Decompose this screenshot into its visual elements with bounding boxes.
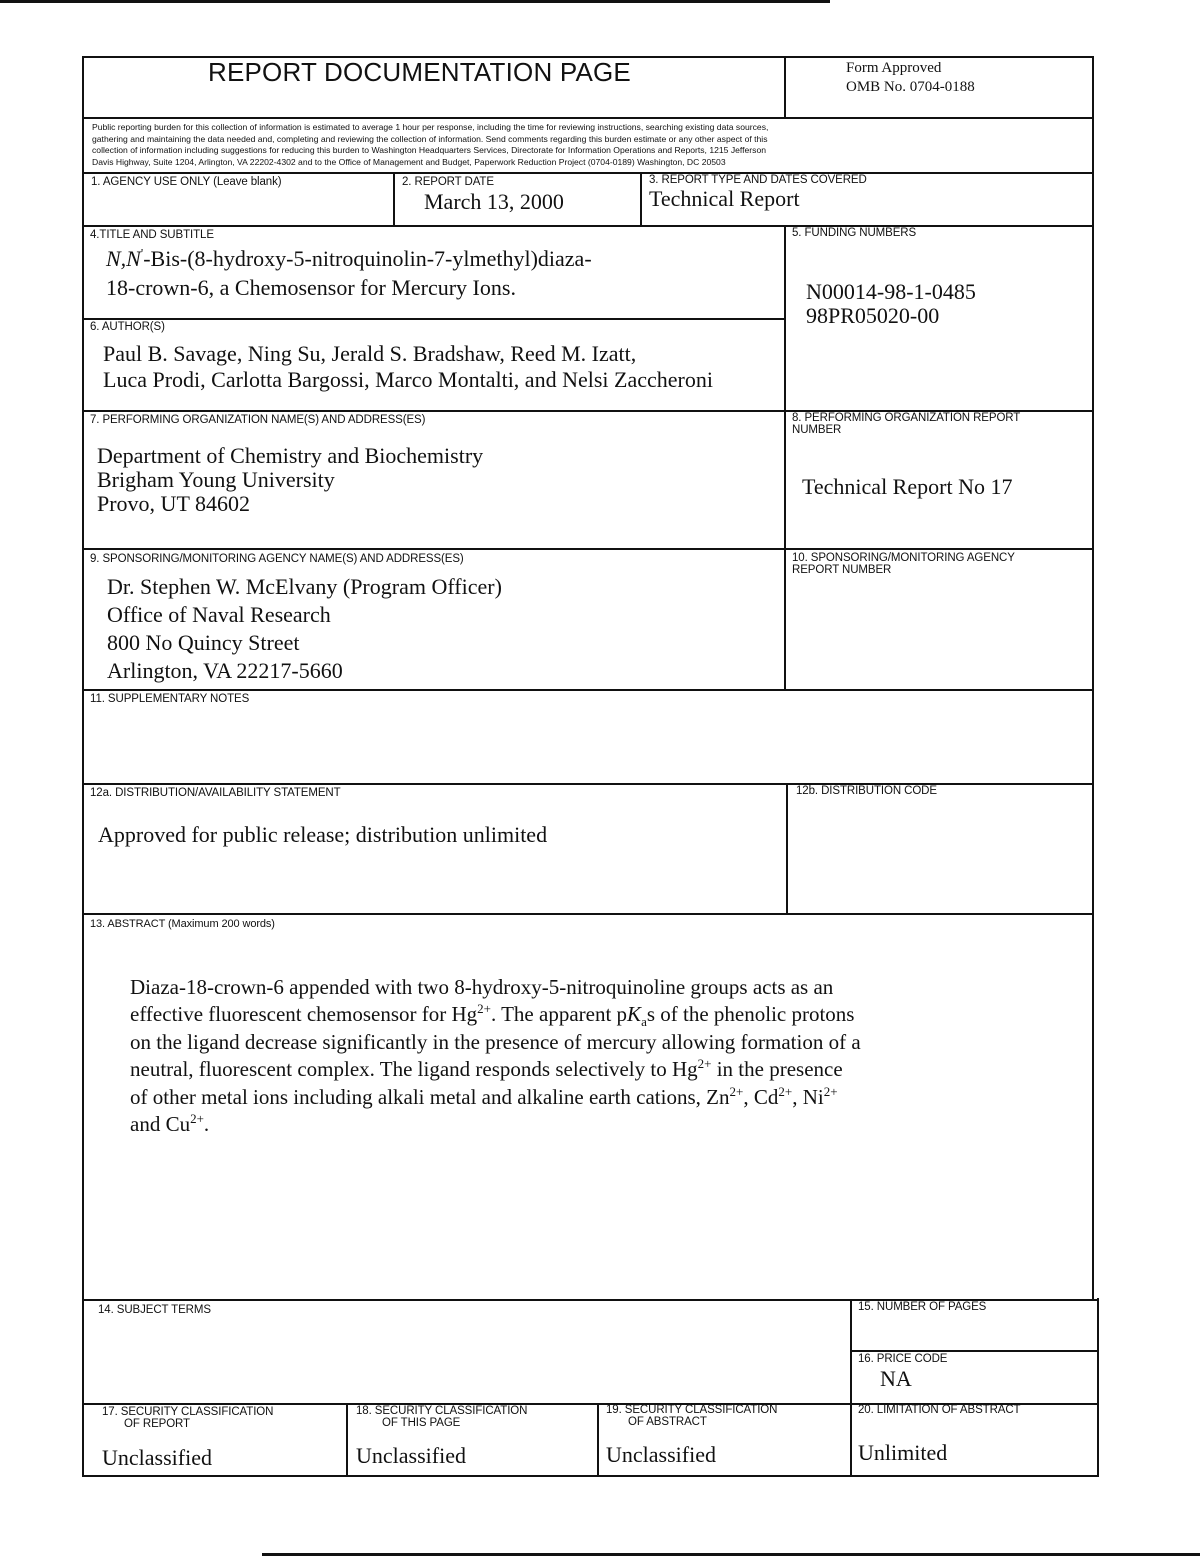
row17-div-b	[597, 1403, 599, 1476]
sponsoring-agency-label: 9. SPONSORING/MONITORING AGENCY NAME(S) AND ADDRESS(ES)	[90, 553, 464, 565]
report-type-label: 3. REPORT TYPE AND DATES COVERED	[649, 174, 867, 186]
row12-divider	[786, 783, 788, 913]
agency-use-label: 1. AGENCY USE ONLY (Leave blank)	[91, 176, 282, 188]
performing-org-label: 7. PERFORMING ORGANIZATION NAME(S) AND ADDRESS(ES)	[90, 414, 426, 426]
top-scan-edge	[0, 0, 830, 3]
abstract-line-3: on the ligand decrease significantly in the presence of mercury allowing formation of a	[130, 1029, 861, 1054]
performing-org-line-1: Department of Chemistry and Biochemistry	[97, 443, 484, 468]
main-col-divider	[784, 225, 786, 690]
abstract-label: 13. ABSTRACT (Maximum 200 words)	[90, 918, 275, 930]
price-code-value: NA	[880, 1366, 912, 1391]
sponsoring-report-label-2: REPORT NUMBER	[792, 564, 892, 576]
frame-right-lower	[1097, 1298, 1099, 1476]
security-abstract-label-2: OF ABSTRACT	[628, 1416, 707, 1428]
burden-bottom	[82, 172, 1093, 174]
sponsor-line-1: Dr. Stephen W. McElvany (Program Officer)	[107, 574, 502, 599]
limitation-label: 20. LIMITATION OF ABSTRACT	[858, 1404, 1021, 1416]
form-approved-label: Form Approved	[846, 60, 942, 76]
row11-bottom	[82, 783, 1093, 785]
number-of-pages-label: 15. NUMBER OF PAGES	[858, 1301, 987, 1313]
distribution-code-label: 12b. DISTRIBUTION CODE	[796, 785, 937, 797]
burden-statement	[92, 122, 1088, 168]
funding-number-2: 98PR05020-00	[806, 303, 940, 328]
abstract-line-2: effective fluorescent chemosensor for $Hg^{2+}$. The apparent $pK_as$ of the phenolic protons	[130, 1001, 855, 1030]
distribution-statement-value: Approved for public release; distribution unlimited	[98, 822, 548, 847]
supplementary-notes-label: 11. SUPPLEMENTARY NOTES	[90, 693, 250, 705]
performing-report-label-2: NUMBER	[792, 424, 842, 436]
title-bottom	[82, 318, 784, 320]
security-page-label-2: OF THIS PAGE	[382, 1417, 461, 1429]
limitation-value: Unlimited	[858, 1440, 948, 1465]
authors-label: 6. AUTHOR(S)	[90, 321, 165, 333]
authors-line-1: Paul B. Savage, Ning Su, Jerald S. Bradshaw, Reed M. Izatt,	[103, 341, 637, 366]
sponsor-line-2: Office of Naval Research	[107, 602, 331, 627]
title-line1-rest: -Bis-(8-hydroxy-5-nitroquinolin-7-ylmethyl)diaza-	[143, 246, 592, 271]
price-code-label: 16. PRICE CODE	[858, 1353, 948, 1365]
frame-right-upper	[1092, 56, 1094, 1300]
burden-line: Davis Highway, Suite 1204, Arlington, VA 22202-4302 and to the Office of Management and Budget, Paperwork Reduction Project (0704-0189) Washington, DC 20503	[92, 156, 726, 167]
row12-bottom	[82, 913, 1093, 915]
security-report-label-2: OF REPORT	[124, 1418, 190, 1430]
authors-line-2: Luca Prodi, Carlotta Bargossi, Marco Montalti, and Nelsi Zaccheroni	[103, 367, 713, 392]
report-type-value: Technical Report	[649, 186, 800, 211]
report-date-label: 2. REPORT DATE	[402, 176, 494, 188]
header-divider	[784, 56, 786, 118]
performing-org-line-3: Provo, UT 84602	[97, 491, 250, 516]
burden-line: collection of information including suggestions for reducing this burden to Washington Headquarters Services, Directorate for Information Operations and Reports, 1215 Jefferson	[92, 145, 767, 155]
row15-bottom	[850, 1350, 1099, 1352]
security-abstract-label-1: 19. SECURITY CLASSIFICATION	[606, 1404, 778, 1416]
form-title: REPORT DOCUMENTATION PAGE	[208, 57, 631, 87]
header-bottom	[82, 117, 1093, 119]
security-abstract-value: Unclassified	[606, 1442, 716, 1467]
report-title-line-1	[106, 246, 592, 271]
security-page-label-1: 18. SECURITY CLASSIFICATION	[356, 1405, 528, 1417]
row9-bottom	[82, 689, 1093, 691]
burden-line: gathering and maintaining the data needed and, completing and reviewing the collection of information. Send comments regarding this burden estimate or any other aspect of this	[92, 133, 768, 144]
performing-report-value: Technical Report No 17	[802, 474, 1013, 499]
security-page-value: Unclassified	[356, 1443, 466, 1468]
sponsor-line-3: 800 No Quincy Street	[107, 630, 300, 655]
abstract-line-6: and $Cu^{2+}$.	[130, 1111, 210, 1137]
title-n-sup: '	[140, 245, 144, 261]
bottom-scan-edge	[262, 1553, 1200, 1556]
omb-number: OMB No. 0704-0188	[846, 79, 975, 95]
funding-label: 5. FUNDING NUMBERS	[792, 227, 917, 239]
title-n-prefix: N,N	[106, 246, 141, 271]
security-report-label-1: 17. SECURITY CLASSIFICATION	[102, 1406, 274, 1418]
row1-div-a	[393, 172, 395, 226]
row1-bottom	[82, 225, 1093, 227]
subject-terms-label: 14. SUBJECT TERMS	[98, 1304, 211, 1316]
distribution-statement-label: 12a. DISTRIBUTION/AVAILABILITY STATEMENT	[90, 787, 341, 799]
report-title-line-2: 18-crown-6, a Chemosensor for Mercury Ions.	[106, 275, 516, 300]
frame-bottom	[82, 1475, 1099, 1477]
abstract-text	[130, 974, 970, 1138]
sponsor-line-4: Arlington, VA 22217-5660	[107, 658, 343, 683]
report-date-value: March 13, 2000	[424, 189, 564, 214]
sponsoring-report-label-1: 10. SPONSORING/MONITORING AGENCY	[792, 552, 1015, 564]
abstract-line-5: of other metal ions including alkali metal and alkaline earth cations, $Zn^{2+}$, $Cd^{2+}$, $Ni^{2+}$	[130, 1083, 838, 1109]
row7-bottom	[82, 548, 1093, 550]
abstract-line-1: Diaza-18-crown-6 appended with two 8-hydroxy-5-nitroquinoline groups acts as an	[130, 975, 834, 999]
row1-div-b	[640, 172, 642, 226]
security-report-value: Unclassified	[102, 1445, 212, 1470]
title-label: 4.TITLE AND SUBTITLE	[90, 229, 214, 241]
abstract-line-4: neutral, fluorescent complex. The ligand responds selectively to $Hg^{2+}$ in the presence	[130, 1056, 843, 1082]
row17-div-a	[346, 1403, 348, 1476]
performing-report-label-1: 8. PERFORMING ORGANIZATION REPORT	[792, 412, 1021, 424]
burden-line: Public reporting burden for this collection of information is estimated to average 1 hour per response, including the time for reviewing instructions, searching existing data sources,	[92, 122, 769, 132]
row14-divider	[850, 1299, 852, 1476]
performing-org-line-2: Brigham Young University	[97, 467, 335, 492]
funding-number-1: N00014-98-1-0485	[806, 279, 976, 304]
frame-left	[82, 56, 84, 1476]
